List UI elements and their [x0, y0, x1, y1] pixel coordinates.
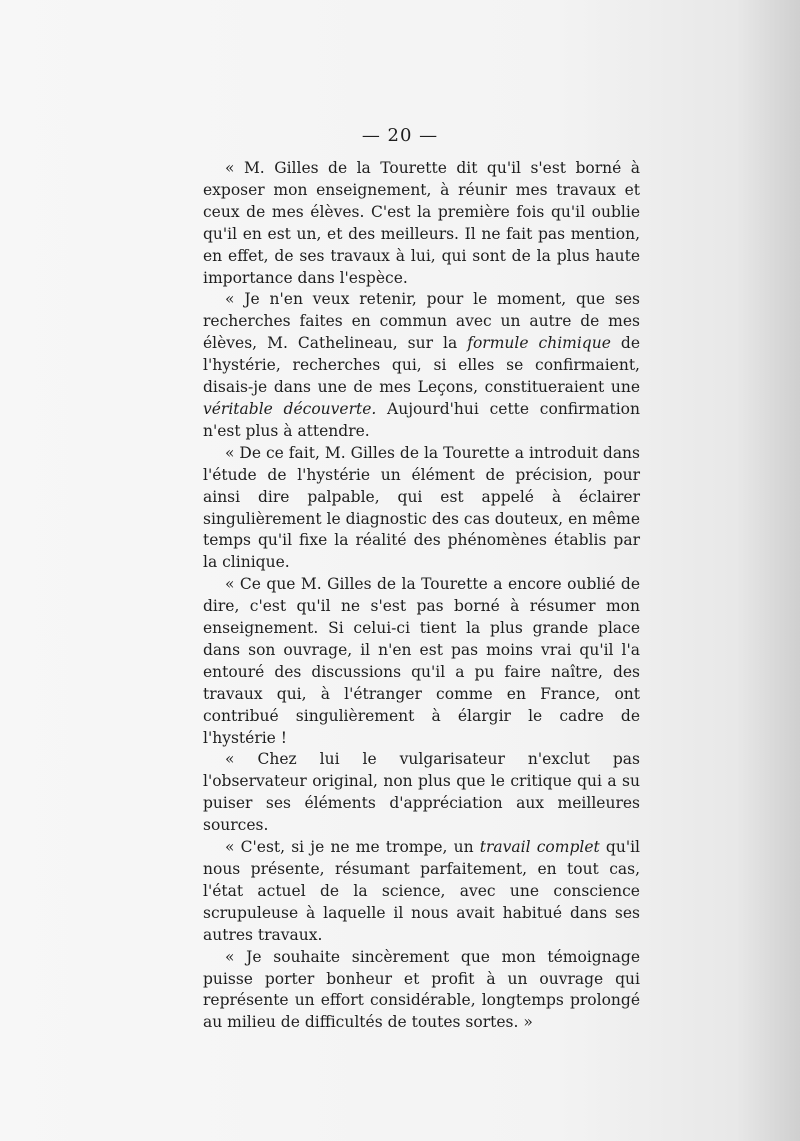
- text-run: « De ce fait, M. Gilles de la Tourette a introduit dans l'étude de l'hystérie un élément de précision, pour ainsi dire palpable, qui est appelé à éclairer singulièrement le diagnostic des cas douteux, en même temps qu'il fixe la réalité des phénomènes établis par la clinique.: [203, 443, 640, 572]
- text-run: « Chez lui le vulgarisateur n'exclut pas l'observateur original, non plus que le critique qui a su puiser ses éléments d'appréciation aux meilleures sources.: [203, 750, 640, 835]
- italic-run: travail complet: [479, 838, 600, 857]
- italic-run: véritable découverte.: [203, 399, 377, 418]
- body-text: [203, 158, 640, 1034]
- text-run: « Ce que M. Gilles de la Tourette a encore oublié de dire, c'est qu'il ne s'est pas borné à résumer mon enseignement. Si celui-ci tient la plus grande place dans son ouvrage, il n'en est pas moins vrai qu'il l'a entouré des discussions qu'il a pu faire naître, des travaux qui, à l'étranger comme en France, ont contribué singulièrement à élargir le cadre de l'hystérie !: [203, 575, 640, 747]
- page-number: — 20 —: [361, 125, 439, 146]
- text-run: de l'hystérie, recherches qui, si elles se confirmaient, disais-je dans une de mes Leçons, constitueraient une: [203, 334, 640, 397]
- paragraph: [203, 158, 640, 289]
- paragraph: [203, 289, 640, 442]
- paragraph: [203, 837, 640, 947]
- text-run: « Je souhaite sincèrement que mon témoignage puisse porter bonheur et profit à un ouvrage qui représente un effort considérable, longtemps prolongé au milieu de difficultés de toutes sortes. »: [203, 947, 640, 1032]
- text-run: Aujourd'hui cette confirmation n'est plus à attendre.: [203, 399, 640, 440]
- text-run: « Je n'en veux retenir, pour le moment, que ses recherches faites en commun avec un autre de mes élèves, M. Cathelineau, sur la: [203, 290, 640, 353]
- paragraph: [203, 574, 640, 749]
- paragraph: [203, 947, 640, 1035]
- paragraph: [203, 749, 640, 837]
- italic-run: formule chimique: [467, 334, 611, 353]
- text-run: « C'est, si je ne me trompe, un: [225, 838, 480, 857]
- text-run: « M. Gilles de la Tourette dit qu'il s'est borné à exposer mon enseignement, à réunir mes travaux et ceux de mes élèves. C'est la première fois qu'il oublie qu'il en est un, et des meilleurs. Il ne fait pas mention, en effet, de ses travaux à lui, qui sont de la plus haute importance dans l'espèce.: [203, 159, 640, 287]
- text-run: qu'il nous présente, résumant parfaitement, en tout cas, l'état actuel de la science, avec une conscience scrupuleuse à laquelle il nous avait habitué dans ses autres travaux.: [203, 838, 640, 944]
- paragraph: [203, 443, 640, 574]
